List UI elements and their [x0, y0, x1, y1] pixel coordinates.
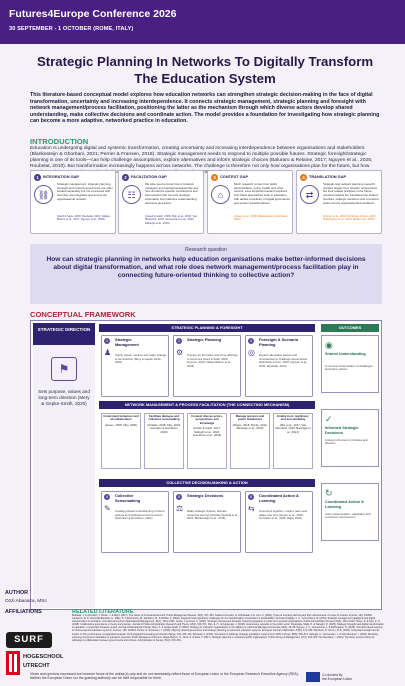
- conceptual-framework: [30, 320, 382, 610]
- outcome-title: Coordinated Action & Learning: [325, 500, 364, 509]
- network-activity-title: Connect diverse actors, perspectives and knowledge: [191, 414, 223, 425]
- network-activity-text: (Hosen, 2008; Klijn, 2020): [104, 422, 138, 427]
- network-activity: [144, 413, 184, 469]
- introduction-text: Education is undergoing digital and systemic transformation, creating uncertainty and increasing interdependence between organisations and stakeholders (Blankesteijn & Ghorbani, 2021; Perrier & Fransen, 2018). Strategic management needs to respond to multiple possible futures. Strategic foresight/strategic planning is one of its tools—can help challenge assumptions, explore alternatives and inform strategic choices (Baluraro & Relaine, 2017; Nguyen et al., 2025; Roubelat, 2010). But transformation increasingly happens across networks. The challenge is therefore not only how organisations plan for the future, but how: [30, 146, 373, 170]
- planning-box: [101, 335, 169, 397]
- hu-line1: HOGESCHOOL: [23, 654, 64, 660]
- strategic-direction-text: Sets purpose, values and long-term direction (Mery & Gepke-Smith, 2020): [38, 389, 90, 406]
- outcome-text: Joint implementation, adaptation and continuous improvement: [325, 512, 371, 520]
- gap-text: We also need to know how of network managers and operational leadership and how should the specific mechanisms and interventions that can turn strategic exploration into collective understanding, decisions and action.: [145, 182, 199, 205]
- gap-card: [118, 170, 204, 234]
- planning-box: [245, 335, 313, 397]
- header-banner: [0, 0, 405, 44]
- box-number: 2: [178, 339, 180, 343]
- decision-icon: ⇆: [248, 504, 255, 513]
- eu-funding-text: [322, 673, 352, 681]
- gap-card: [30, 170, 116, 234]
- hu-mark-icon: [6, 651, 20, 675]
- research-question-text: How can strategic planning in networks help education organisations make better-informed decisions about digital transformation, and what role does network management/process facilitation play in connecting future-oriented thinking to collective action?: [46, 256, 366, 280]
- outcomes-bar: OUTCOMES: [321, 324, 379, 332]
- strategic-direction-title: STRATEGIC DIRECTION: [33, 323, 95, 345]
- eu-line1: Co-funded by: [322, 673, 343, 677]
- introduction-heading: INTRODUCTION: [30, 137, 89, 146]
- gap-reference: (Ansell & Gash, 2008; Klijn et al., 2018; Van Meerkerk, 2019; Vennemann et al., 2023; Sabeghi et al., 2025): [145, 215, 198, 225]
- box-number: 4: [106, 495, 108, 499]
- gap-card: [207, 170, 293, 234]
- box-text: Creating shared understanding of future options and implications across actors (Gonzalez & Henriksen, 2021): [115, 509, 165, 520]
- network-bar: NETWORK MANAGEMENT & PROCESS FACILITATION (THE CONNECTING MECHANISM): [99, 401, 315, 409]
- gap-reference: (Hosen et al., 2008; Blankesteijn & Ghorbani, 2021): [234, 215, 288, 222]
- box-title: Foresight & Scenario Planning: [259, 337, 299, 347]
- gap-icon: ⛓: [34, 185, 53, 204]
- planning-box: [173, 335, 241, 397]
- outcome-box: [321, 483, 379, 541]
- gap-reference: (Hurd & Sack, 2009; Roubelat, 2010; Vallejo-Bianco et al., 2017; Nguyen et al., 2025): [57, 215, 111, 222]
- box-title: Strategic Decisions: [187, 493, 224, 498]
- research-question-label: Research question: [185, 247, 227, 253]
- planning-icon: ♟: [104, 348, 112, 357]
- network-activity: [230, 413, 270, 469]
- planning-icon: ◎: [248, 348, 255, 357]
- network-activity-title: Facilitate dialogue and collective sensemaking: [148, 414, 180, 422]
- gap-icon: ⌂: [211, 185, 230, 204]
- strategic-direction-panel: [33, 323, 95, 608]
- decision-icon: ✎: [104, 504, 111, 513]
- network-activity-text: (Ghalebi, 2018; Klijn, 2018; Gonzalez & Henriksen, 2019): [147, 422, 181, 434]
- network-activity-text: (Mie et al., 2017; Van Meerkerk, 2019; Bareiage et al., 2024): [275, 422, 311, 434]
- eu-flag-icon: [306, 672, 320, 682]
- surf-logo: SURF: [6, 632, 52, 648]
- box-number: 3: [250, 339, 252, 343]
- decision-bar: COLLECTIVE DECISION-MAKING & ACTION: [99, 479, 315, 487]
- literature-heading: RELATED LITERATURE: [72, 609, 134, 615]
- hu-line2: UTRECHT: [23, 663, 50, 669]
- outcome-icon: ↻: [325, 488, 333, 498]
- gap-number: 1: [34, 174, 41, 181]
- outcome-box: [321, 335, 379, 393]
- gap-card: [296, 170, 382, 234]
- conference-title: Futures4Europe Conference 2026: [9, 8, 177, 20]
- box-text: Prepare for the better and more offerings to outcomes (Hurd & Sack, 2009; Gummo, 2014; Vallejo-Bianco et al., 2016): [187, 353, 238, 368]
- decision-box: [173, 491, 241, 553]
- outcome-box: [321, 409, 379, 467]
- gap-number: 3: [211, 174, 218, 181]
- box-number: 6: [250, 495, 252, 499]
- gap-title: FACILITATION GAP: [131, 174, 167, 179]
- box-text: Clarify values, mission and major change to set direction (Mery & Gepke-Smith, 2020): [115, 353, 166, 364]
- box-title: Coordinated Action & Learning: [259, 493, 299, 503]
- decision-box: [101, 491, 169, 553]
- gap-title: INTEGRATION GAP: [43, 174, 80, 179]
- box-title: Collective Sensemaking: [115, 493, 141, 503]
- framework-heading: CONCEPTUAL FRAMEWORK: [30, 310, 136, 319]
- network-activity-text: (Fisher & Gash, 2017; Sabeghi et al., 2024; Gumstrow et al., 2018): [192, 426, 222, 438]
- gap-number: 2: [122, 174, 129, 181]
- gap-number: 4: [300, 174, 307, 181]
- outcome-title: Shared Understanding: [325, 352, 366, 356]
- author-name: Ozzi Abaoaza, MSc: [5, 599, 47, 604]
- conference-date: 30 SEPTEMBER - 1 OCTOBER (ROME, ITALY): [9, 26, 134, 32]
- decision-icon: ⚖: [176, 504, 184, 513]
- box-number: 1: [106, 339, 108, 343]
- outcome-icon: ✓: [325, 414, 333, 424]
- planning-bar: STRATEGIC PLANNING & FORESIGHT: [99, 324, 315, 332]
- outcome-text: Coherent choices for priorities and direction: [325, 438, 368, 446]
- network-activity: [187, 413, 227, 469]
- box-text: Explore alternative futures and uncertainties to challenge assumptions (Rohrbeck & Kum, 2019; Nguyen et al., 2025; Roubelat, 2010): [259, 353, 308, 368]
- box-number: 5: [178, 495, 180, 499]
- gap-title: CONTEXT GAP: [220, 174, 249, 179]
- outcome-icon: ◉: [325, 340, 333, 350]
- eu-line2: the European Union: [322, 677, 353, 682]
- box-text: Make strategic choices, allocate resources and set priorities (Sehbal et al., 2022; Blankesteijn et al., 2018): [187, 509, 239, 520]
- gap-text: Strategic and network planning research remains largely from broader perspectives, but their related practices in the future-oriented insights are translated into shared priorities, strategic decisions and concerted action across organisational boundaries.: [323, 182, 379, 205]
- network-activity: [273, 413, 313, 469]
- affiliations-label: AFFILIATIONS: [5, 609, 42, 615]
- network-activity-title: Enable trust, legitimacy and accountability: [277, 414, 309, 422]
- network-activity-text: (Rutjes, 2018; Rucke, 2014; Bareiage et al., 2019): [232, 422, 268, 431]
- gap-text: Much research comes from public administration, policy, health and other sectors. Less empirical research explores how these approaches work in education, with added complexity of digital governance and system transformations.: [234, 182, 290, 205]
- planning-icon: ⚙: [176, 348, 184, 357]
- poster-title: Strategic Planning In Networks To Digitally Transform The Education System: [36, 54, 374, 86]
- box-title: Strategic Planning: [187, 337, 222, 342]
- literature-text: Buitelaar, J. & Ghorbani, J. Rosler, J. & Maj P (2017). The nature of orchestrational work. Public Management Review, 19(3), 347–363. Calderon-Ferreira, G. & Buitelaar, F.G. & Le, F. (2020). Types of scenario planning and their effectiveness: A review of reviews. Futures, 130, 102562. Cantarino, M. P., Ronquillo-Bautista, G., Miller, S., Fitzsimmons, M., Ebrahimi, M., & Ruffalo, A. (2024). Regional rural opportunity challenges for the transformation of education to sustainability. Gonzalez-Fidalgo, L. C., & Henriksen, B. (2019). Strategic management paradigms and digital transformation in education. International Journal of Educational Management, 33(7), 1541–1561. Gupta, J. & Ansell, C. (2021). Strategic planning and foresight: fostering integration in public and nonprofit organisations. Public Administration Review, 81(5), 1001–1014. Hosen, E. & Klijn, E. H. (2008). Collaborative governance in theory and practice. Journal of Public Administration Research and Theory, 18(4), 543–571. Klijn, E. H., & Koppenjan, J. (2016). Governance networks in the public sector. Routledge. Malla, R. & Sabeghi, R. (2025). Strategic foresight and digital transformation in education: a systematic literature review. Journal of Educational Change. Mery, K. & Gepke-Smith, P. (2020). Strategy for education organizations in the digital era. California Management Review, 62(4), 45–68. Nguyen, T. A., Vennemann, L. & Rofhwagner, H. (2025). Scenario-based learning in futures-oriented education systems. Futures, 165, 103420. Perrier, E. & Fransen, J. (2018). Aligning network governance and strategic planning in multi-level education systems. European Journal of Education, 53(2), 174–189. Rohrbeck, R. & Kum, M. E. (2020). Corporate foresight and its impact on firm performance: A longitudinal analysis. Technological Forecasting and Social Change, 129, 105–116. Roubelat, F. (2010). Scenarios to challenge strategic paradigms: lessons from 2025. Futures, 38(5), 519–527. Sabeghi, A., Vennemann, L. & Van Meerkerk, I. (2024). Boundary spanning and process facilitation in education networks. Public Management Review. Vallejo-Bianco, G., Hurd, S. & Sack, T. (2017). Strategic planning in networked public organisations. Public Money & Management, 37(3), 199–206. Van Meerkerk, I. (2019). Top-down versus bottom-up pathways to collaboration between governments and citizens. Administration & Society, 51(4), 615–651.: [72, 614, 384, 642]
- gap-icon: ☷: [122, 185, 141, 204]
- network-activity-title: Understand behaviour and all stakeholders: [103, 414, 139, 422]
- gap-reference: (Perrier et al., 2018; Rohrbeck & Kum, 2020; Rofhwagner et al., 2024; Malla et al., 2025): [323, 215, 377, 222]
- gap-text: Strategic management, strategic planning, foresight and network governance are often studied separately but not connected with how they are integrated and across the organisational network.: [57, 182, 113, 201]
- outcome-title: Informed Strategic Decisions: [325, 426, 359, 435]
- flag-icon: ⚑: [51, 357, 77, 381]
- author-label: AUTHOR: [5, 590, 29, 596]
- outcome-text: A common interpretation of challenges and future options: [325, 364, 373, 372]
- decision-box: [245, 491, 313, 553]
- box-title: Strategic Management: [115, 337, 139, 347]
- abstract: This literature-based conceptual model explores how education networks can strengthen strategic decision-making in the face of digital transformation, uncertainty and increasing interdependence. It connects strategic management, strategic planning and foresight with network management/process facilitation, positioning the latter as the mechanism through which diverse actors develop shared understanding, make collective decisions and coordinate action. The model provides a foundation for investigating how strategic planning can become a more adaptive, networked practice in education.: [30, 92, 380, 125]
- network-activity: [101, 413, 141, 469]
- gap-icon: ⇄: [300, 185, 319, 204]
- footer-disclaimer: Views and opinions expressed are however those of the author(s) only and do not necessarily reflect those of European Union or the European Research Executive Agency (REA). Neither the European Union nor the granting authority can be held responsible for them.: [30, 672, 299, 681]
- research-question-box: [30, 244, 382, 304]
- network-activity-title: Manage tensions and power imbalances: [235, 414, 265, 422]
- box-text: Implement together, monitor, learn and adapt over time (Hosen et al., 2023; Gonzalez et al., 2025; Rajhi, 2021): [259, 509, 307, 520]
- gap-title: TRANSLATION GAP: [309, 174, 347, 179]
